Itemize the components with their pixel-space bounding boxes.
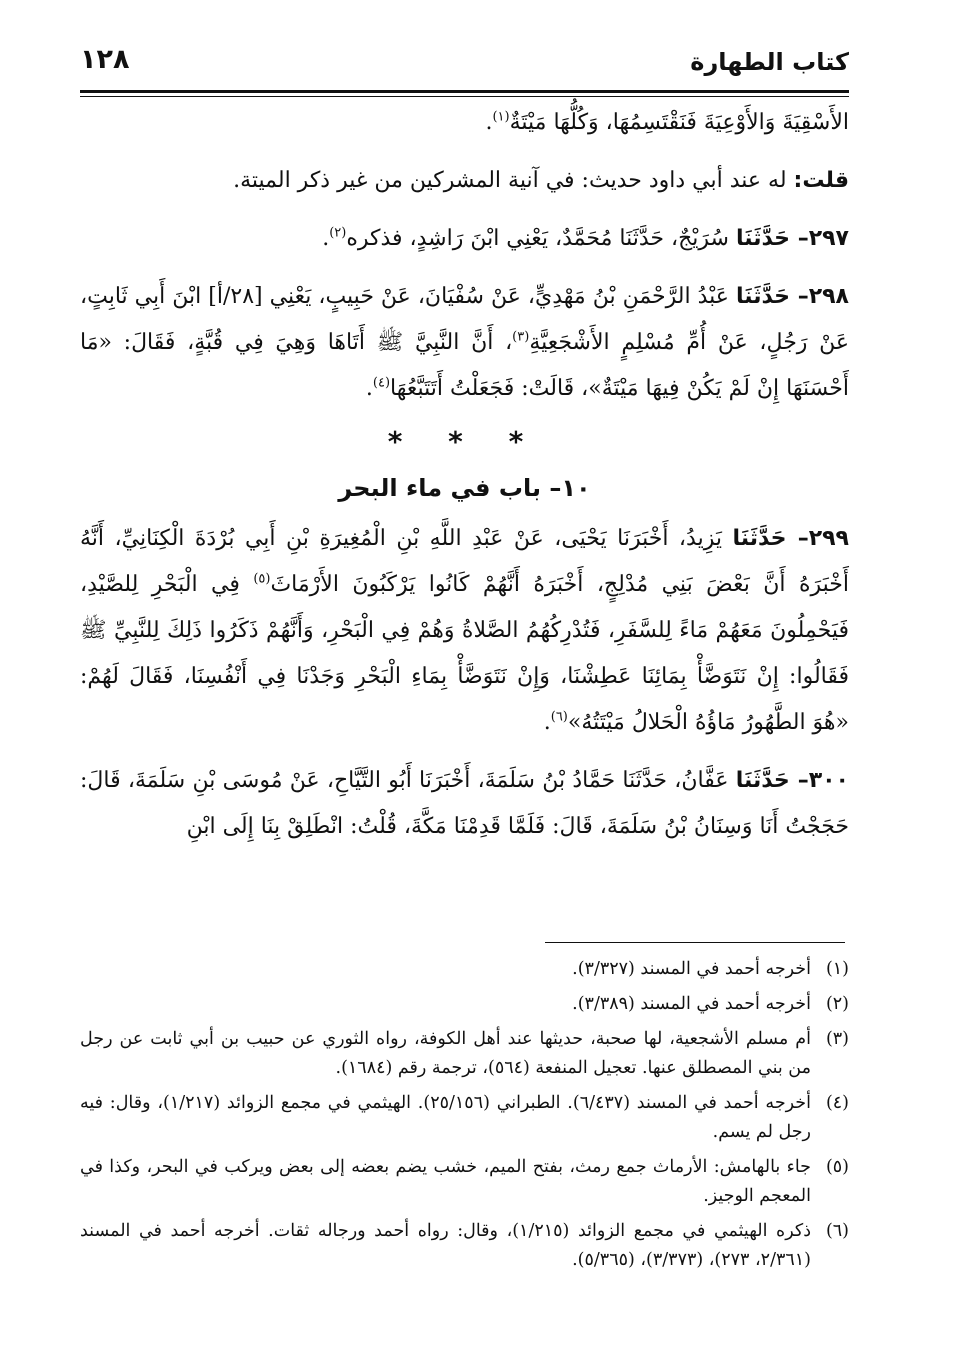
footnote-3 (80, 1025, 849, 1083)
text-span: . (485, 110, 493, 135)
header-rule-thick (80, 90, 849, 93)
footnote-text: أخرجه أحمد في المسند (٣/٣٨٩). (572, 994, 811, 1014)
text-span: ، أَنَّ النَّبِيَّ ﷺ أَتَاهَا وَهِيَ فِي قُبَّةٍ، فَقَالَ: «مَا أَحْسَنَهَا إِنْ لَمْ يَكُنْ فِيهَا مَيْتَةٌ»، قَالَتْ: فَجَعَلْتُ أَتَتَبَّعُهَا (80, 330, 849, 401)
hadith-300 (80, 758, 849, 850)
footnote-ref: (١) (492, 109, 510, 125)
hadith-number: ٢٩٩– (797, 526, 849, 551)
hadith-lead: حَدَّثَنَا (735, 284, 798, 309)
footnote-ref: (٥) (253, 571, 271, 587)
footnote-divider (545, 942, 845, 943)
text-span: سُرَيْجٌ، حَدَّثَنَا مُحَمَّدٌ، يَعْنِي ابْنَ رَاشِدٍ، فذكره (346, 226, 736, 251)
footnote-1 (80, 955, 849, 984)
footnote-text: ذكره الهيثمي في مجمع الزوائد (١/٢١٥)، وقال: رواه أحمد ورجاله ثقات. أخرجه أحمد في المسند (٢/٣٦١، ٢٧٣)، (٣/٣٧٣)، (٥/٣٦٥). (80, 1221, 811, 1270)
hadith-lead: حَدَّثَنَا (735, 768, 798, 793)
footnote-5 (80, 1153, 849, 1211)
footnote-4 (80, 1089, 849, 1147)
text-span: فِي الْبَحْرِ لِلصَّيْدِ، فَيَحْمِلُونَ مَعَهُمْ مَاءً لِلسَّفَرِ، فَتُدْرِكُهُمُ الصَّلاةُ وَهُمْ فِي الْبَحْرِ، وَأَنَّهُمْ ذَكَرُوا ذَلِكَ لِلنَّبِيِّ ﷺ فَقَالُوا: إِنْ نَتَوَضَّأْ بِمَائِنَا عَطِشْنَا، وَإِنْ نَتَوَضَّأْ بِمَاءِ الْبَحْرِ وَجَدْنَا فِي أَنْفُسِنَا، فَقَالَ لَهُمْ: «هُوَ الطَّهُورُ مَاؤُهُ الْحَلالُ مَيْتَتُهُ» (80, 572, 849, 735)
hadith-297 (80, 216, 849, 262)
footnote-ref: (٢) (329, 225, 347, 241)
section-separator: * * * (387, 425, 542, 458)
footnote-number: (١) (825, 959, 849, 979)
footnote-text: أخرجه أحمد في المسند (٦/٤٣٧). الطبراني (٢٥/١٥٦). الهيثمي في مجمع الزوائد (١/٢١٧)، وقال: فيه رجل لم يسم. (80, 1093, 811, 1142)
hadith-298 (80, 274, 849, 412)
page-header (80, 40, 849, 90)
hadith-lead: حَدَّثَنَا (732, 526, 798, 551)
footnote-ref: (٤) (372, 375, 391, 391)
footnote-number: (٤) (825, 1093, 849, 1113)
text-span: عَبْدُ الرَّحْمَنِ بْنُ مَهْدِيٍّ، عَنْ سُفْيَانَ، عَنْ حَبِيبٍ، يَعْنِي [٢٨/أ] ابْنَ أَبِي ثَابِتٍ، عَنْ رَجُلٍ، عَنْ أُمِّ مُسْلِمٍ الأَشْجَعِيَّةِ (80, 284, 850, 355)
text-span: الأَسْقِيَةَ وَالأَوْعِيَةَ فَنَقْتَسِمُهَا، وَكُلُّهَا مَيْتَةٌ (509, 110, 849, 135)
note-lead: قلت: (793, 168, 849, 193)
footnote-number: (٥) (825, 1157, 849, 1177)
footnote-number: (٦) (825, 1221, 849, 1241)
footnote-2 (80, 990, 849, 1019)
text-span: عَفَّانُ، حَدَّثَنَا حَمَّادُ بْنُ سَلَمَةَ، أَخْبَرَنَا أَبُو التَّيَّاحِ، عَنْ مُوسَى بْنِ سَلَمَةَ، قَالَ: حَجَجْتُ أَنَا وَسِنَانُ بْنُ سَلَمَةَ، قَالَ: فَلَمَّا قَدِمْنَا مَكَّةَ، قُلْتُ: انْطَلِقْ بِنَا إِلَى ابْنِ (80, 768, 849, 839)
paragraph-note (80, 158, 849, 204)
hadith-lead: حَدَّثَنَا (735, 226, 798, 251)
footnote-6 (80, 1217, 849, 1275)
footnotes (80, 955, 849, 1281)
footnote-text: أم مسلم الأشجعية، لها صحبة، حديثها عند أهل الكوفة، رواه الثوري عن حبيب بن أبي ثابت عن رجل من بني المصطلق عنها. تعجيل المنفعة (٥٦٤)، ترجمة رقم (١٦٨٤). (80, 1029, 811, 1078)
book-title: كتاب الطهارة (690, 48, 849, 76)
text-span: له عند أبي داود حديث: في آنية المشركين من غير ذكر الميتة. (233, 168, 794, 193)
page-number: ١٢٨ (80, 44, 130, 75)
hadith-299 (80, 516, 849, 746)
footnote-ref: (٣) (512, 329, 530, 345)
text-span: . (543, 710, 551, 735)
header-rule-thin (80, 96, 849, 97)
text-span: . (365, 376, 373, 401)
footnote-number: (٢) (825, 994, 849, 1014)
hadith-number: ٢٩٨– (797, 284, 849, 309)
main-text (80, 100, 849, 862)
footnote-number: (٣) (825, 1029, 849, 1049)
text-span: . (322, 226, 330, 251)
text-span: يَزِيدُ، أَخْبَرَنَا يَحْيَى، عَنْ عَبْدِ اللَّهِ بْنِ الْمُغِيرَةِ بْنِ أَبِي بُرْدَةَ الْكِنَانِيِّ، أَنَّهُ أَخْبَرَهُ أَنَّ بَعْضَ بَنِي مُدْلِجٍ، أَخْبَرَهُ أَنَّهُمْ كَانُوا يَرْكَبُونَ الأَرْمَاثَ (80, 526, 849, 597)
paragraph-continuation (80, 100, 849, 146)
footnote-text: أخرجه أحمد في المسند (٣/٣٢٧). (572, 959, 811, 979)
hadith-number: ٢٩٧– (797, 226, 849, 251)
footnote-text: جاء بالهامش: الأرماث جمع رمث، بفتح الميم، خشب يضم بعضه إلى بعض ويركب في البحر، وكذا في المعجم الوجيز. (80, 1157, 811, 1206)
chapter-title: ١٠– باب في ماء البحر (338, 474, 591, 502)
hadith-number: ٣٠٠– (797, 768, 849, 793)
footnote-ref: (٦) (550, 709, 568, 725)
